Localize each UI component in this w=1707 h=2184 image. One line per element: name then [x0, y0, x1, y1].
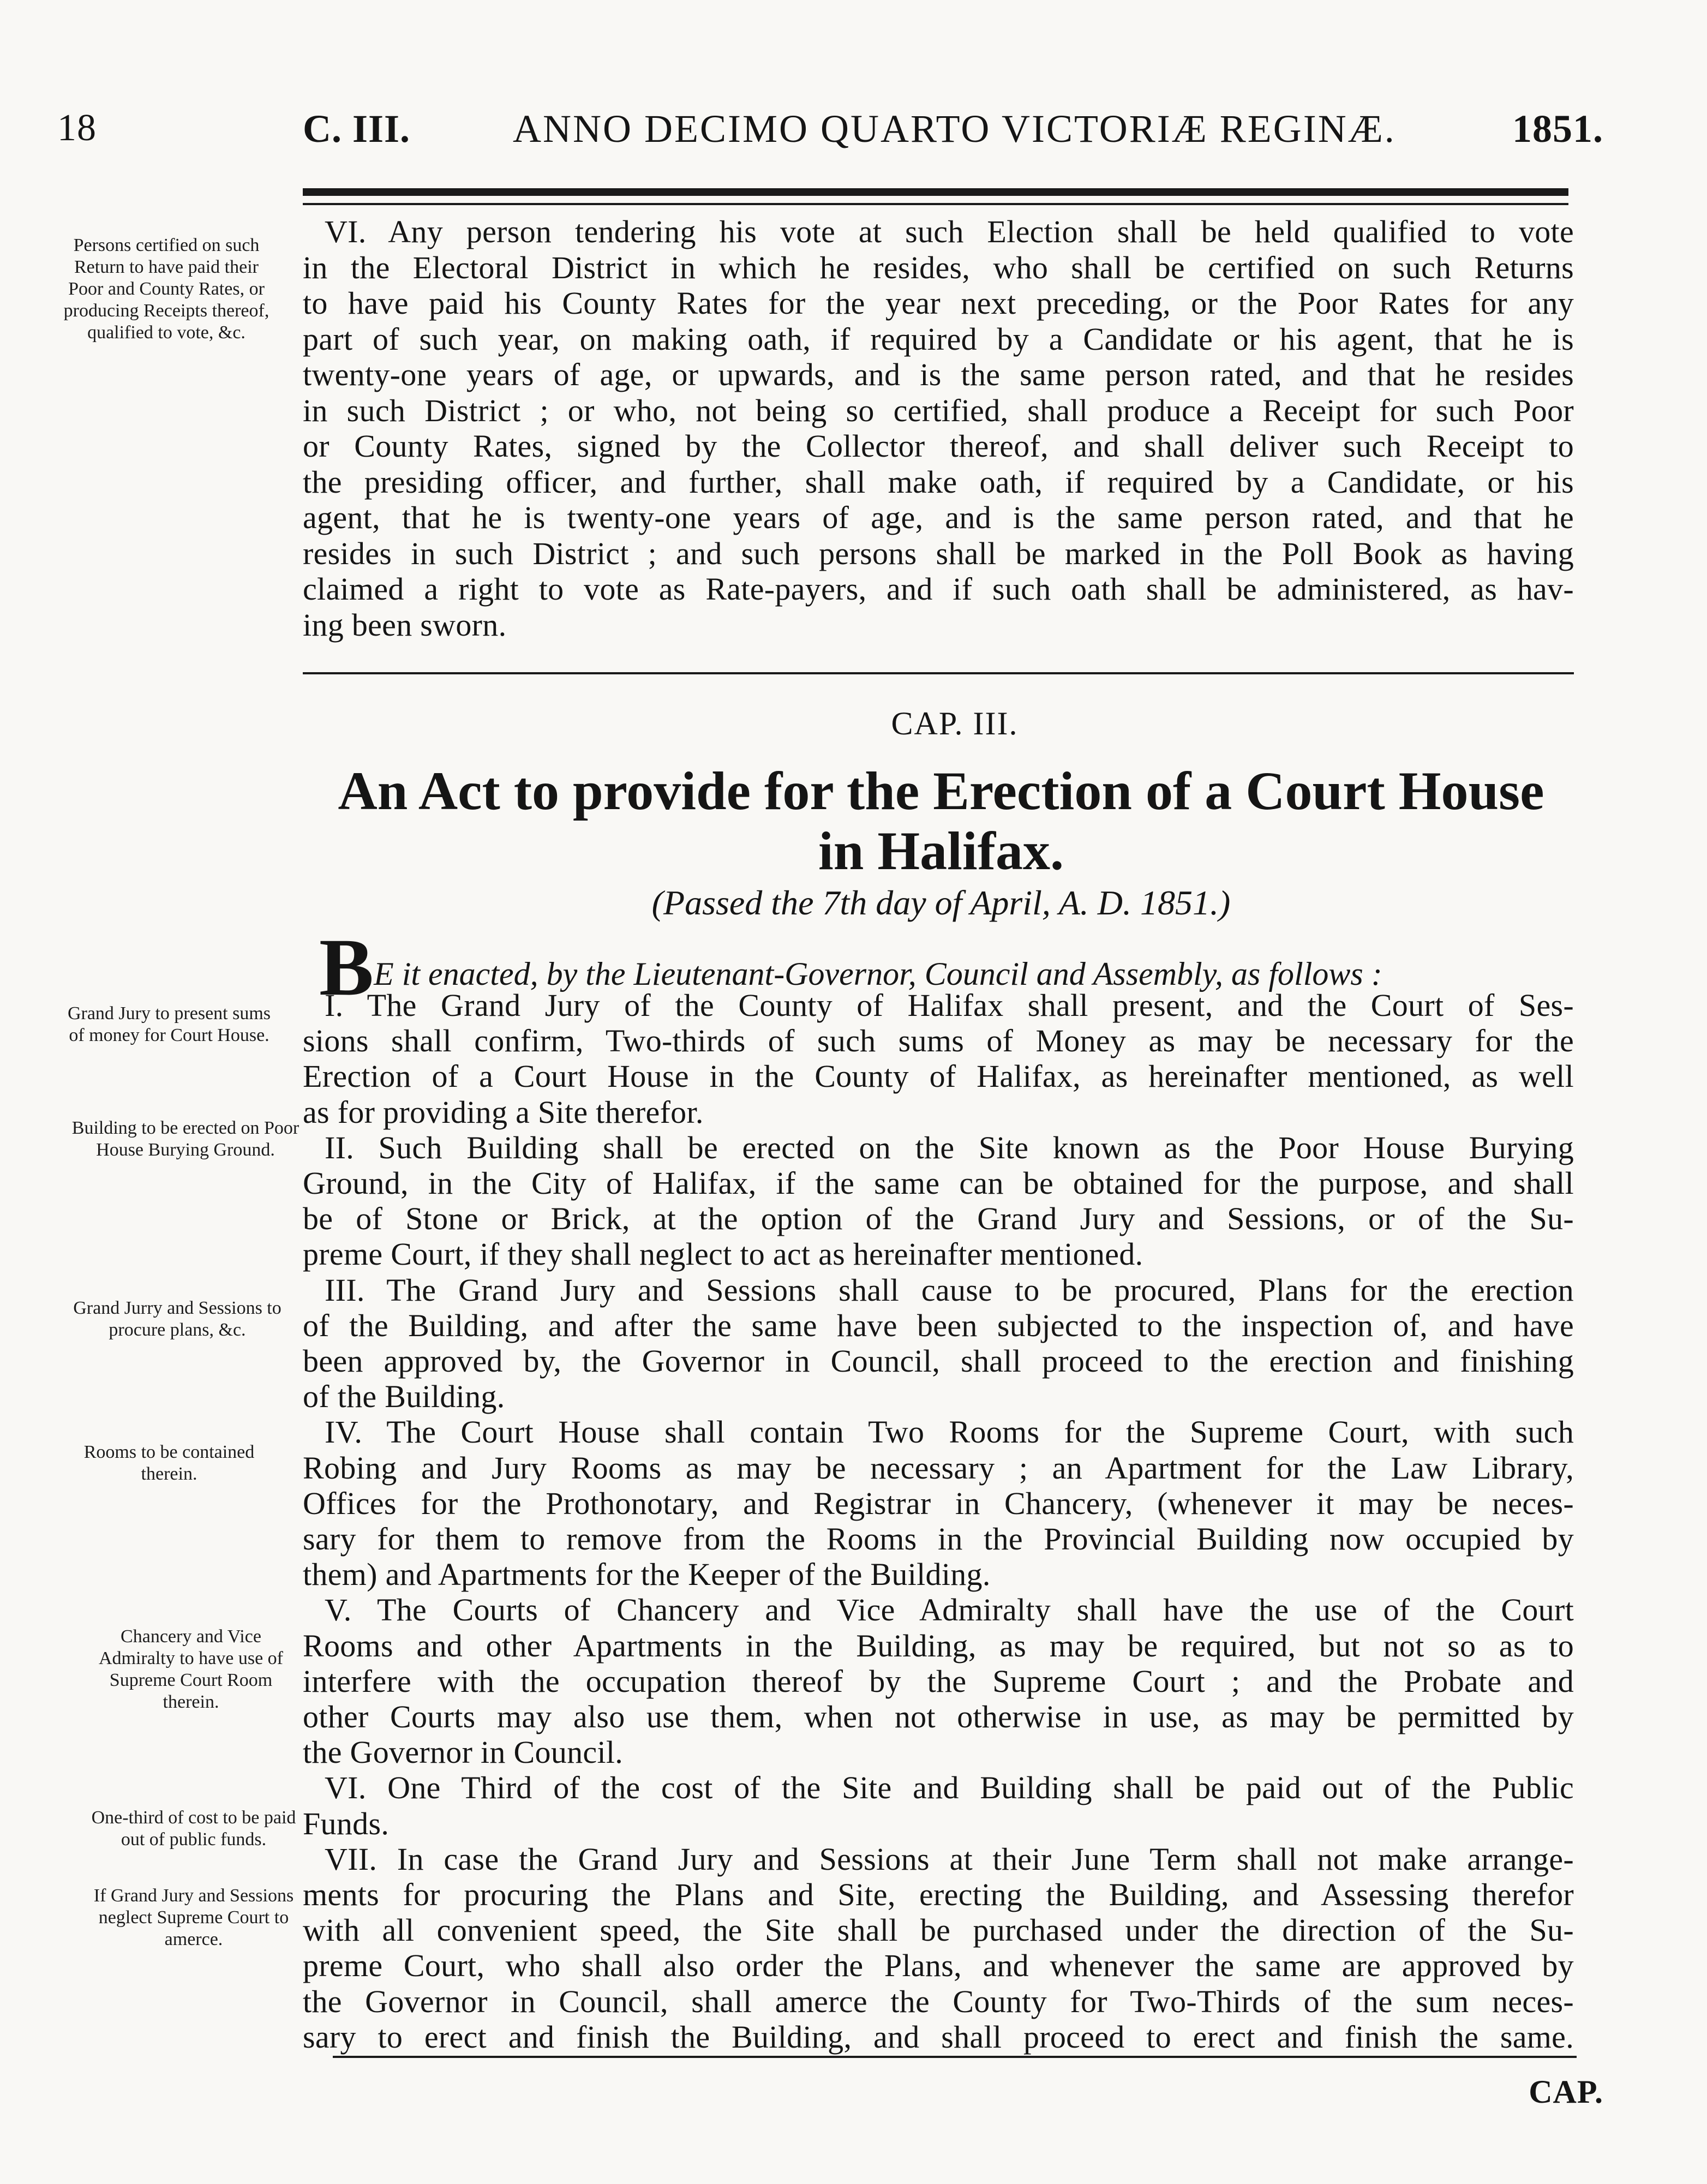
- text-line: resides in such District ; and such persons shall be marked in the Poll Book as having: [303, 535, 1574, 571]
- margin-note-plans: Grand Jurry and Sessions to procure plans, &c.: [73, 1298, 281, 1340]
- text-line: ments for procuring the Plans and Site, erecting the Building, and Assessing therefor: [303, 1877, 1574, 1912]
- act-title-line-2: in Halifax.: [818, 821, 1064, 881]
- text-line: other Courts may also use them, when not otherwise in use, as may be permitted by: [303, 1699, 1574, 1734]
- text-line: as for providing a Site therefor.: [303, 1094, 704, 1130]
- section-divider-rule: [303, 672, 1574, 674]
- text-line: be of Stone or Brick, at the option of the Grand Jury and Sessions, or of the Su-: [303, 1201, 1574, 1237]
- text-line: Funds.: [303, 1805, 390, 1841]
- header-rule-thin: [303, 203, 1568, 205]
- margin-note-grand-jury: Grand Jury to present sums of money for Court House.: [67, 1003, 271, 1045]
- text-line: VI. Any person tendering his vote at such Election shall be held qualified to vote: [325, 214, 1574, 249]
- text-line: VI. One Third of the cost of the Site and Building shall be paid out of the Public: [325, 1770, 1574, 1806]
- enacting-text: E it enacted, by the Lieutenant-Governor, Council and Assembly, as follows :: [374, 956, 1382, 992]
- text-line: in such District ; or who, not being so certified, shall produce a Receipt for such Poor: [303, 392, 1574, 428]
- text-line: ing been sworn.: [303, 607, 507, 643]
- text-line: the Governor in Council, shall amerce the County for Two-Thirds of the sum neces-: [303, 1983, 1574, 2019]
- text-line: the presiding officer, and further, shall make oath, if required by a Candidate, or his: [303, 464, 1574, 500]
- text-line: Erection of a Court House in the County of Halifax, as hereinafter mentioned, as well: [303, 1058, 1574, 1094]
- catch-word: CAP.: [1529, 2074, 1603, 2110]
- text-line: of the Building.: [303, 1379, 505, 1415]
- footer-rule: [333, 2056, 1577, 2058]
- text-line: them) and Apartments for the Keeper of the Building.: [303, 1557, 991, 1593]
- margin-note-one-third: One-third of cost to be paid out of public funds.: [91, 1808, 296, 1850]
- passed-date: (Passed the 7th day of April, A. D. 1851.): [651, 883, 1231, 922]
- header-rule-thick: [303, 188, 1568, 196]
- text-line: I. The Grand Jury of the County of Halifax shall present, and the Court of Ses-: [325, 988, 1574, 1023]
- text-line: interfere with the occupation thereof by the Supreme Court ; and the Probate and: [303, 1663, 1574, 1699]
- text-line: sions shall confirm, Two-thirds of such sums of Money as may be necessary for the: [303, 1023, 1574, 1059]
- text-line: agent, that he is twenty-one years of age, and is the same person rated, and that he: [303, 500, 1574, 535]
- page-number: 18: [57, 107, 97, 149]
- text-line: or County Rates, signed by the Collector thereof, and shall deliver such Receipt to: [303, 428, 1574, 464]
- text-line: Ground, in the City of Halifax, if the same can be obtained for the purpose, and shall: [303, 1165, 1574, 1201]
- act-title-line-1: An Act to provide for the Erection of a Court House: [338, 761, 1544, 821]
- text-line: part of such year, on making oath, if required by a Candidate or his agent, that he is: [303, 321, 1574, 357]
- text-line: claimed a right to vote as Rate-payers, and if such oath shall be administered, as hav-: [303, 571, 1574, 607]
- text-line: to have paid his County Rates for the year next preceding, or the Poor Rates for any: [303, 285, 1574, 321]
- text-line: of the Building, and after the same have been subjected to the inspection of, and have: [303, 1307, 1574, 1343]
- year: 1851.: [1512, 107, 1603, 151]
- text-line: IV. The Court House shall contain Two Rooms for the Supreme Court, with such: [325, 1414, 1574, 1450]
- text-line: preme Court, who shall also order the Plans, and whenever the same are approved by: [303, 1948, 1574, 1984]
- margin-note-voters: Persons certified on such Return to have paid their Poor and County Rates, or producing Receipts thereof, qualified to vote, &c.: [63, 235, 269, 343]
- text-line: V. The Courts of Chancery and Vice Admiralty shall have the use of the Court: [325, 1592, 1574, 1628]
- text-line: II. Such Building shall be erected on the Site known as the Poor House Burying: [325, 1129, 1574, 1165]
- margin-note-neglect: If Grand Jury and Sessions neglect Supreme Court to amerce.: [93, 1886, 294, 1949]
- text-line: sary for them to remove from the Rooms in the Provincial Building now occupied by: [303, 1521, 1574, 1557]
- cap-heading: CAP. III.: [891, 705, 1019, 741]
- text-line: been approved by, the Governor in Council, shall proceed to the erection and finishing: [303, 1343, 1574, 1379]
- margin-note-poor-house: Building to be erected on Poor House Burying Ground.: [71, 1118, 300, 1160]
- text-line: in the Electoral District in which he resides, who shall be certified on such Returns: [303, 249, 1574, 285]
- drop-cap: B: [319, 922, 374, 1013]
- chapter-reference: C. III.: [303, 107, 411, 151]
- text-line: with all convenient speed, the Site shall be purchased under the direction of the Su-: [303, 1912, 1574, 1948]
- text-line: sary to erect and finish the Building, and shall proceed to erect and finish the same.: [303, 2019, 1574, 2055]
- margin-note-rooms: Rooms to be contained therein.: [83, 1442, 255, 1484]
- margin-note-chancery: Chancery and Vice Admiralty to have use of Supreme Court Room therein.: [98, 1626, 284, 1712]
- text-line: III. The Grand Jury and Sessions shall cause to be procured, Plans for the erection: [325, 1272, 1574, 1308]
- text-line: twenty-one years of age, or upwards, and is the same person rated, and that he resides: [303, 357, 1574, 392]
- text-line: Rooms and other Apartments in the Building, as may be required, but not so as to: [303, 1627, 1574, 1664]
- text-line: Offices for the Prothonotary, and Registrar in Chancery, (whenever it may be neces-: [303, 1485, 1574, 1521]
- text-line: VII. In case the Grand Jury and Sessions at their June Term shall not make arrange-: [325, 1841, 1574, 1877]
- running-title: ANNO DECIMO QUARTO VICTORIÆ REGINÆ.: [513, 107, 1396, 151]
- text-line: the Governor in Council.: [303, 1734, 624, 1770]
- text-line: Robing and Jury Rooms as may be necessary ; an Apartment for the Law Library,: [303, 1450, 1574, 1486]
- text-line: preme Court, if they shall neglect to act as hereinafter mentioned.: [303, 1236, 1143, 1272]
